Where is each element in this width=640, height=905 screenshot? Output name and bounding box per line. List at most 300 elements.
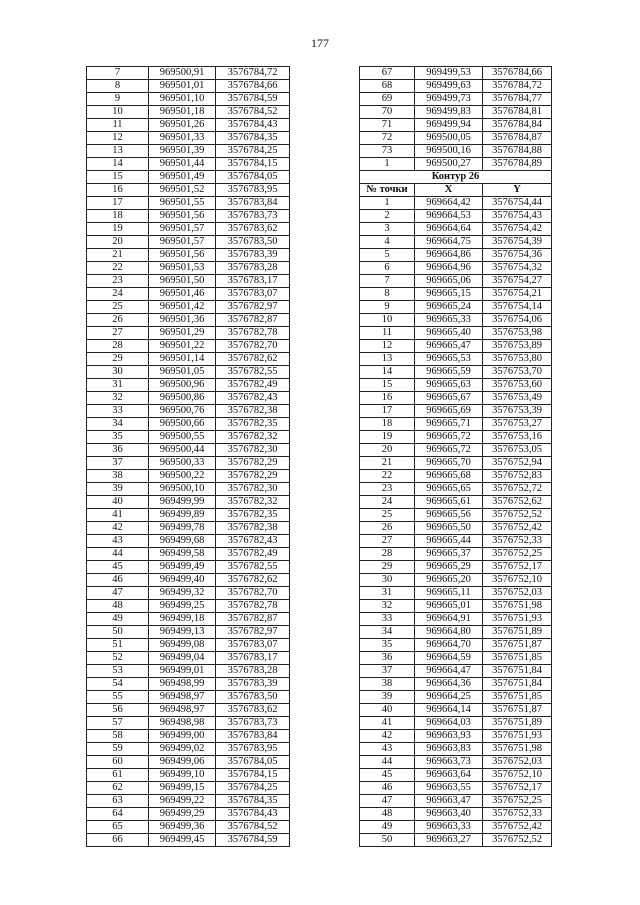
contour-header (360, 171, 552, 197)
y-coordinate-cell: 3576752,72 (483, 483, 552, 496)
table-row (360, 366, 552, 379)
point-number-cell: 7 (360, 275, 415, 288)
point-number-cell: 11 (87, 119, 149, 132)
table-row (87, 223, 290, 236)
point-number-cell: 20 (360, 444, 415, 457)
y-coordinate-cell: 3576782,30 (216, 483, 290, 496)
y-coordinate-cell: 3576751,89 (483, 717, 552, 730)
point-number-cell: 35 (360, 639, 415, 652)
point-number-cell: 23 (360, 483, 415, 496)
y-coordinate-cell: 3576783,50 (216, 691, 290, 704)
point-number-cell: 31 (87, 379, 149, 392)
point-number-cell: 64 (87, 808, 149, 821)
table-row (360, 782, 552, 795)
x-coordinate-cell: 969665,65 (415, 483, 483, 496)
table-row (87, 743, 290, 756)
table-row (360, 327, 552, 340)
point-number-cell: 52 (87, 652, 149, 665)
table-row (360, 249, 552, 262)
point-number-cell: 21 (87, 249, 149, 262)
y-coordinate-cell: 3576784,52 (216, 106, 290, 119)
x-coordinate-cell: 969501,56 (149, 210, 216, 223)
y-coordinate-cell: 3576752,33 (483, 535, 552, 548)
contour-title: Контур 26 (360, 171, 552, 184)
table-row (87, 587, 290, 600)
table-row (360, 665, 552, 678)
x-coordinate-cell: 969499,94 (415, 119, 483, 132)
y-coordinate-cell: 3576784,88 (483, 145, 552, 158)
y-coordinate-cell: 3576751,93 (483, 730, 552, 743)
table-row (87, 249, 290, 262)
x-coordinate-cell: 969665,24 (415, 301, 483, 314)
point-number-cell: 50 (360, 834, 415, 847)
y-coordinate-cell: 3576783,17 (216, 652, 290, 665)
x-coordinate-cell: 969501,55 (149, 197, 216, 210)
table-row (360, 301, 552, 314)
table-row (360, 691, 552, 704)
table-row (87, 795, 290, 808)
x-coordinate-cell: 969501,01 (149, 80, 216, 93)
y-coordinate-cell: 3576782,55 (216, 366, 290, 379)
y-coordinate-cell: 3576783,39 (216, 249, 290, 262)
point-number-cell: 42 (360, 730, 415, 743)
x-coordinate-cell: 969665,56 (415, 509, 483, 522)
x-coordinate-cell: 969501,05 (149, 366, 216, 379)
y-coordinate-cell: 3576783,50 (216, 236, 290, 249)
table-row (87, 301, 290, 314)
x-coordinate-cell: 969664,53 (415, 210, 483, 223)
x-coordinate-cell: 969498,97 (149, 704, 216, 717)
y-coordinate-cell: 3576753,89 (483, 340, 552, 353)
y-coordinate-cell: 3576784,59 (216, 834, 290, 847)
table-row (87, 327, 290, 340)
point-number-cell: 33 (87, 405, 149, 418)
y-coordinate-cell: 3576782,32 (216, 496, 290, 509)
x-coordinate-cell: 969665,63 (415, 379, 483, 392)
x-coordinate-cell: 969501,42 (149, 301, 216, 314)
x-coordinate-cell: 969499,13 (149, 626, 216, 639)
table-row (87, 262, 290, 275)
y-coordinate-cell: 3576784,43 (216, 119, 290, 132)
x-coordinate-cell: 969500,55 (149, 431, 216, 444)
y-coordinate-cell: 3576782,62 (216, 353, 290, 366)
y-coordinate-cell: 3576753,39 (483, 405, 552, 418)
table-row (360, 392, 552, 405)
page-number: 177 (311, 36, 329, 50)
x-coordinate-cell: 969498,97 (149, 691, 216, 704)
point-number-cell: 29 (360, 561, 415, 574)
x-coordinate-cell: 969665,01 (415, 600, 483, 613)
y-coordinate-cell: 3576782,70 (216, 587, 290, 600)
y-coordinate-cell: 3576783,84 (216, 730, 290, 743)
y-coordinate-cell: 3576784,05 (216, 171, 290, 184)
y-coordinate-cell: 3576784,59 (216, 93, 290, 106)
table-row (360, 808, 552, 821)
coordinates-table-right-bottom-body (360, 197, 552, 847)
x-coordinate-cell: 969501,57 (149, 236, 216, 249)
point-number-cell: 35 (87, 431, 149, 444)
x-coordinate-cell: 969664,59 (415, 652, 483, 665)
x-coordinate-cell: 969665,44 (415, 535, 483, 548)
table-row (360, 639, 552, 652)
table-row (360, 834, 552, 847)
point-number-cell: 39 (87, 483, 149, 496)
table-row (87, 496, 290, 509)
x-coordinate-cell: 969499,29 (149, 808, 216, 821)
table-row (360, 444, 552, 457)
y-coordinate-cell: 3576783,62 (216, 704, 290, 717)
y-coordinate-cell: 3576752,52 (483, 509, 552, 522)
point-number-cell: 3 (360, 223, 415, 236)
point-number-cell: 12 (360, 340, 415, 353)
y-coordinate-cell: 3576754,32 (483, 262, 552, 275)
table-row (360, 730, 552, 743)
x-coordinate-cell: 969500,33 (149, 457, 216, 470)
table-row (87, 561, 290, 574)
table-row (360, 548, 552, 561)
x-coordinate-cell: 969498,99 (149, 678, 216, 691)
point-number-cell: 29 (87, 353, 149, 366)
y-coordinate-cell: 3576754,42 (483, 223, 552, 236)
x-coordinate-cell: 969501,50 (149, 275, 216, 288)
y-coordinate-cell: 3576782,49 (216, 379, 290, 392)
table-row (360, 626, 552, 639)
table-row (87, 535, 290, 548)
point-number-cell: 47 (360, 795, 415, 808)
y-coordinate-cell: 3576784,72 (483, 80, 552, 93)
x-coordinate-cell: 969664,03 (415, 717, 483, 730)
x-coordinate-cell: 969499,22 (149, 795, 216, 808)
table-row (360, 769, 552, 782)
x-coordinate-cell: 969663,55 (415, 782, 483, 795)
table-row (360, 223, 552, 236)
table-row (87, 275, 290, 288)
y-coordinate-cell: 3576783,28 (216, 665, 290, 678)
table-row (360, 275, 552, 288)
x-coordinate-cell: 969499,01 (149, 665, 216, 678)
x-coordinate-cell: 969665,71 (415, 418, 483, 431)
x-coordinate-cell: 969665,29 (415, 561, 483, 574)
x-coordinate-cell: 969663,64 (415, 769, 483, 782)
x-coordinate-cell: 969499,83 (415, 106, 483, 119)
table-row (87, 730, 290, 743)
y-coordinate-cell: 3576752,17 (483, 782, 552, 795)
y-coordinate-cell: 3576754,36 (483, 249, 552, 262)
y-coordinate-cell: 3576754,06 (483, 314, 552, 327)
x-coordinate-cell: 969500,10 (149, 483, 216, 496)
x-coordinate-cell: 969499,15 (149, 782, 216, 795)
point-number-cell: 60 (87, 756, 149, 769)
x-coordinate-cell: 969500,22 (149, 470, 216, 483)
point-number-cell: 37 (360, 665, 415, 678)
point-number-cell: 5 (360, 249, 415, 262)
table-row (360, 535, 552, 548)
table-row (360, 483, 552, 496)
point-number-cell: 57 (87, 717, 149, 730)
x-coordinate-cell: 969501,29 (149, 327, 216, 340)
table-row (360, 795, 552, 808)
point-number-cell: 40 (87, 496, 149, 509)
table-row (87, 418, 290, 431)
x-coordinate-cell: 969500,76 (149, 405, 216, 418)
y-coordinate-cell: 3576751,93 (483, 613, 552, 626)
x-coordinate-cell: 969499,45 (149, 834, 216, 847)
table-row (360, 678, 552, 691)
x-coordinate-cell: 969501,14 (149, 353, 216, 366)
table-row (87, 236, 290, 249)
point-number-cell: 59 (87, 743, 149, 756)
point-number-cell: 62 (87, 782, 149, 795)
point-number-cell: 69 (360, 93, 415, 106)
point-number-cell: 36 (360, 652, 415, 665)
y-coordinate-cell: 3576783,73 (216, 717, 290, 730)
point-number-cell: 32 (87, 392, 149, 405)
y-coordinate-cell: 3576751,98 (483, 600, 552, 613)
x-coordinate-cell: 969664,86 (415, 249, 483, 262)
table-row (87, 769, 290, 782)
x-coordinate-cell: 969499,10 (149, 769, 216, 782)
x-coordinate-cell: 969665,33 (415, 314, 483, 327)
y-coordinate-cell: 3576752,03 (483, 587, 552, 600)
x-coordinate-cell: 969499,32 (149, 587, 216, 600)
y-coordinate-cell: 3576753,05 (483, 444, 552, 457)
point-number-cell: 46 (360, 782, 415, 795)
x-coordinate-cell: 969500,44 (149, 444, 216, 457)
x-coordinate-cell: 969665,53 (415, 353, 483, 366)
table-row (87, 782, 290, 795)
table-row (360, 574, 552, 587)
x-coordinate-cell: 969499,99 (149, 496, 216, 509)
y-coordinate-cell: 3576753,60 (483, 379, 552, 392)
point-number-cell: 30 (87, 366, 149, 379)
point-number-cell: 42 (87, 522, 149, 535)
x-coordinate-cell: 969499,36 (149, 821, 216, 834)
x-coordinate-cell: 969665,68 (415, 470, 483, 483)
x-coordinate-cell: 969664,91 (415, 613, 483, 626)
y-coordinate-cell: 3576784,81 (483, 106, 552, 119)
point-number-cell: 26 (87, 314, 149, 327)
point-number-cell: 13 (360, 353, 415, 366)
y-coordinate-cell: 3576751,85 (483, 652, 552, 665)
y-coordinate-cell: 3576754,43 (483, 210, 552, 223)
x-coordinate-cell: 969664,80 (415, 626, 483, 639)
coordinates-table-left-body (87, 67, 290, 847)
point-number-cell: 61 (87, 769, 149, 782)
x-coordinate-cell: 969500,27 (415, 158, 483, 171)
point-number-cell: 17 (87, 197, 149, 210)
table-row (87, 444, 290, 457)
x-coordinate-cell: 969664,36 (415, 678, 483, 691)
y-coordinate-cell: 3576783,62 (216, 223, 290, 236)
x-coordinate-cell: 969664,96 (415, 262, 483, 275)
point-number-cell: 44 (360, 756, 415, 769)
point-number-cell: 53 (87, 665, 149, 678)
y-coordinate-cell: 3576751,84 (483, 678, 552, 691)
y-coordinate-cell: 3576753,16 (483, 431, 552, 444)
y-coordinate-cell: 3576782,30 (216, 444, 290, 457)
table-row (360, 743, 552, 756)
y-coordinate-cell: 3576784,77 (483, 93, 552, 106)
x-coordinate-cell: 969501,49 (149, 171, 216, 184)
x-coordinate-cell: 969665,50 (415, 522, 483, 535)
y-coordinate-cell: 3576784,35 (216, 795, 290, 808)
table-row (360, 106, 552, 119)
table-row (360, 509, 552, 522)
y-coordinate-cell: 3576782,49 (216, 548, 290, 561)
table-row (360, 158, 552, 171)
table-row (360, 80, 552, 93)
point-number-cell: 38 (360, 678, 415, 691)
y-coordinate-cell: 3576752,42 (483, 821, 552, 834)
table-row (87, 834, 290, 847)
x-coordinate-cell: 969501,18 (149, 106, 216, 119)
point-number-cell: 22 (360, 470, 415, 483)
x-coordinate-cell: 969664,25 (415, 691, 483, 704)
table-row (360, 119, 552, 132)
x-coordinate-cell: 969500,05 (415, 132, 483, 145)
contour-title-row (360, 171, 552, 184)
y-coordinate-cell: 3576752,52 (483, 834, 552, 847)
x-coordinate-cell: 969501,22 (149, 340, 216, 353)
y-coordinate-cell: 3576784,05 (216, 756, 290, 769)
y-coordinate-cell: 3576754,39 (483, 236, 552, 249)
point-number-cell: 67 (360, 67, 415, 80)
y-coordinate-cell: 3576782,70 (216, 340, 290, 353)
table-row (360, 470, 552, 483)
y-coordinate-cell: 3576753,98 (483, 327, 552, 340)
x-coordinate-cell: 969499,18 (149, 613, 216, 626)
x-coordinate-cell: 969663,83 (415, 743, 483, 756)
point-number-cell: 49 (87, 613, 149, 626)
x-coordinate-cell: 969500,91 (149, 67, 216, 80)
y-coordinate-cell: 3576784,52 (216, 821, 290, 834)
x-coordinate-cell: 969499,08 (149, 639, 216, 652)
table-row (87, 158, 290, 171)
table-row (87, 678, 290, 691)
coordinates-table-right-top-body (360, 67, 552, 171)
y-coordinate-cell: 3576782,78 (216, 600, 290, 613)
x-coordinate-cell: 969499,78 (149, 522, 216, 535)
y-coordinate-cell: 3576782,87 (216, 613, 290, 626)
y-coordinate-cell: 3576753,27 (483, 418, 552, 431)
point-number-cell: 66 (87, 834, 149, 847)
y-coordinate-cell: 3576782,55 (216, 561, 290, 574)
table-row (87, 288, 290, 301)
point-number-cell: 17 (360, 405, 415, 418)
table-row (87, 717, 290, 730)
y-coordinate-cell: 3576782,38 (216, 405, 290, 418)
x-coordinate-cell: 969499,73 (415, 93, 483, 106)
table-row (87, 522, 290, 535)
table-row (360, 418, 552, 431)
table-row (87, 613, 290, 626)
point-number-cell: 16 (87, 184, 149, 197)
table-row (87, 67, 290, 80)
x-coordinate-cell: 969663,47 (415, 795, 483, 808)
point-number-cell: 10 (360, 314, 415, 327)
point-number-cell: 32 (360, 600, 415, 613)
point-number-cell: 12 (87, 132, 149, 145)
point-number-cell: 1 (360, 197, 415, 210)
point-number-cell: 27 (87, 327, 149, 340)
table-row (360, 236, 552, 249)
point-number-cell: 38 (87, 470, 149, 483)
point-number-cell: 6 (360, 262, 415, 275)
table-row (87, 704, 290, 717)
coordinates-table-left (86, 66, 290, 847)
y-coordinate-cell: 3576752,10 (483, 769, 552, 782)
point-number-cell: 45 (87, 561, 149, 574)
point-number-cell: 14 (87, 158, 149, 171)
point-number-cell: 8 (360, 288, 415, 301)
y-coordinate-cell: 3576784,89 (483, 158, 552, 171)
x-coordinate-cell: 969499,53 (415, 67, 483, 80)
x-coordinate-cell: 969501,57 (149, 223, 216, 236)
table-row (360, 457, 552, 470)
x-coordinate-cell: 969501,26 (149, 119, 216, 132)
table-row (87, 145, 290, 158)
x-coordinate-cell: 969663,40 (415, 808, 483, 821)
y-coordinate-cell: 3576784,25 (216, 782, 290, 795)
y-coordinate-cell: 3576783,84 (216, 197, 290, 210)
y-coordinate-cell: 3576752,33 (483, 808, 552, 821)
table-row (87, 470, 290, 483)
point-number-cell: 9 (360, 301, 415, 314)
point-number-cell: 20 (87, 236, 149, 249)
y-coordinate-cell: 3576783,95 (216, 184, 290, 197)
x-coordinate-cell: 969664,14 (415, 704, 483, 717)
y-coordinate-cell: 3576752,10 (483, 574, 552, 587)
x-coordinate-cell: 969501,44 (149, 158, 216, 171)
point-number-cell: 37 (87, 457, 149, 470)
column-header-point: № точки (360, 184, 415, 197)
table-row (360, 652, 552, 665)
x-coordinate-cell: 969499,49 (149, 561, 216, 574)
x-coordinate-cell: 969665,67 (415, 392, 483, 405)
y-coordinate-cell: 3576752,83 (483, 470, 552, 483)
x-coordinate-cell: 969500,16 (415, 145, 483, 158)
table-row (360, 522, 552, 535)
point-number-cell: 24 (360, 496, 415, 509)
y-coordinate-cell: 3576754,14 (483, 301, 552, 314)
table-row (87, 483, 290, 496)
point-number-cell: 36 (87, 444, 149, 457)
x-coordinate-cell: 969665,40 (415, 327, 483, 340)
x-coordinate-cell: 969499,02 (149, 743, 216, 756)
y-coordinate-cell: 3576782,87 (216, 314, 290, 327)
table-row (360, 288, 552, 301)
x-coordinate-cell: 969664,64 (415, 223, 483, 236)
point-number-cell: 26 (360, 522, 415, 535)
x-coordinate-cell: 969665,70 (415, 457, 483, 470)
y-coordinate-cell: 3576783,17 (216, 275, 290, 288)
point-number-cell: 63 (87, 795, 149, 808)
table-row (87, 119, 290, 132)
point-number-cell: 72 (360, 132, 415, 145)
y-coordinate-cell: 3576784,66 (216, 80, 290, 93)
table-row (87, 405, 290, 418)
table-row (87, 392, 290, 405)
y-coordinate-cell: 3576782,38 (216, 522, 290, 535)
y-coordinate-cell: 3576782,97 (216, 301, 290, 314)
table-row (360, 821, 552, 834)
y-coordinate-cell: 3576751,87 (483, 639, 552, 652)
point-number-cell: 41 (360, 717, 415, 730)
point-number-cell: 22 (87, 262, 149, 275)
point-number-cell: 50 (87, 626, 149, 639)
point-number-cell: 24 (87, 288, 149, 301)
point-number-cell: 14 (360, 366, 415, 379)
